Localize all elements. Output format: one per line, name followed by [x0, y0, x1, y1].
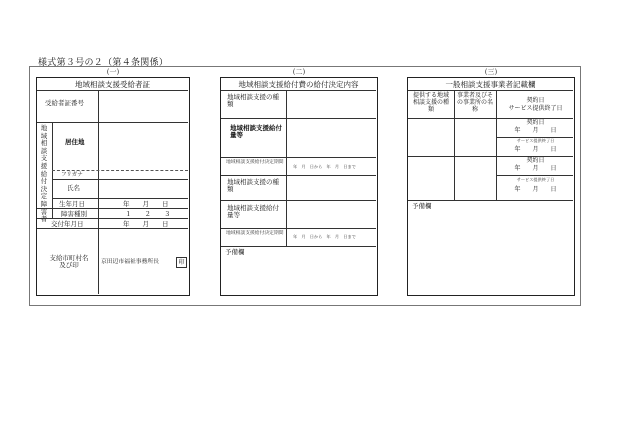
decision-period-value-1: 年 月 日から 年 月 日まで	[293, 164, 356, 169]
panel-provider-entry	[407, 77, 575, 296]
col-end-date-header: サービス提供終了日	[508, 105, 563, 112]
panel2-title: 地域相談支援給付費の給付決定内容	[238, 80, 359, 89]
panel-recipient-certificate	[36, 77, 190, 296]
row1-end-value: 年 月 日	[514, 146, 557, 153]
birth-date-label: 生年月日	[59, 200, 85, 208]
panel1-number: (一)	[106, 68, 120, 76]
panel1-title: 地域相談支援受給者証	[75, 80, 150, 89]
municipality-value: 京田辺市福祉事務所長	[101, 259, 159, 265]
disability-type-label: 障害種別	[61, 210, 87, 218]
issue-date-value: 年 月 日	[123, 220, 169, 228]
form-title: 様式第３号の２（第４条関係）	[38, 58, 169, 68]
panel-benefit-decision	[220, 77, 378, 296]
municipality-label: 支給市町村名及び印	[49, 254, 89, 270]
col-contract-date-header: 契約日	[526, 97, 545, 104]
decision-period-label-2: 地域相談支援給付決定期間	[226, 231, 284, 236]
row1-contract-label: 契約日	[526, 119, 545, 126]
col-support-type-header: 提供する地域相談支援の種類	[412, 92, 449, 113]
support-type-label-2: 地域相談支援の種類	[227, 178, 279, 194]
name-label: 氏名	[67, 184, 80, 192]
panel3-title: 一般相談支援事業者記載欄	[445, 80, 536, 89]
col-provider-header: 事業者及びその事業所の名称	[456, 92, 493, 113]
benefit-amount-label-1: 地域相談支援給付量等	[230, 124, 282, 140]
row2-end-label: サービス提供終了日	[516, 177, 555, 182]
recipient-number-label: 受給者証番号	[45, 99, 84, 107]
row1-contract-value: 年 月 日	[514, 127, 557, 134]
row2-end-value: 年 月 日	[514, 186, 557, 193]
reserve-label-panel3: 予備欄	[412, 202, 432, 210]
row2-contract-label: 契約日	[526, 157, 545, 164]
row1-end-label: サービス提供終了日	[516, 138, 555, 143]
row2-contract-value: 年 月 日	[514, 165, 557, 172]
issue-date-label: 交付年月日	[51, 220, 84, 228]
vertical-beneficiary-label: 地域相談支援給付決定障害者	[40, 124, 48, 224]
panel2-number: (二)	[292, 68, 306, 76]
furigana-label: フリガナ	[61, 172, 83, 178]
disability-type-value: １ ２ ３	[125, 210, 171, 218]
benefit-amount-label-2: 地域相談支援給付量等	[227, 204, 279, 220]
panel3-number: (三)	[484, 68, 498, 76]
decision-period-label-1: 地域相談支援給付決定期間	[226, 160, 284, 165]
seal-stamp-box: 印	[176, 257, 187, 268]
birth-date-value: 年 月 日	[123, 200, 169, 208]
decision-period-value-2: 年 月 日から 年 月 日まで	[293, 234, 356, 239]
support-type-label-1: 地域相談支援の種類	[227, 93, 279, 109]
address-label: 居住地	[65, 138, 85, 146]
reserve-label-panel2: 予備欄	[225, 248, 245, 256]
